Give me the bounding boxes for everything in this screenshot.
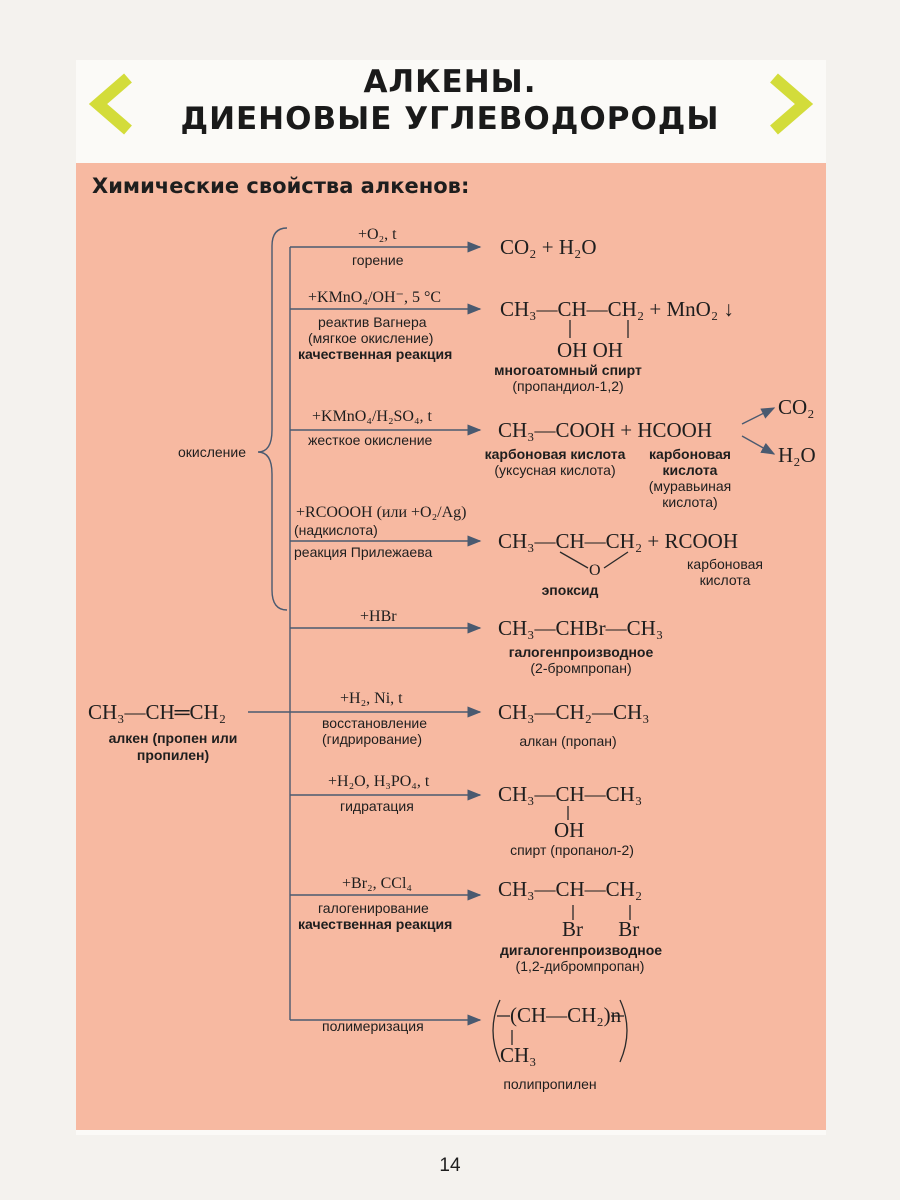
product-9-substituents: CH₃ <box>500 1043 537 1067</box>
condition-4a: (надкислота) <box>294 522 378 538</box>
reagent-7: +H₂O, H₃PO₄, t <box>328 773 430 790</box>
product-3: CH₃—COOH + HCOOH <box>498 418 713 442</box>
section-title: Химические свойства алкенов: <box>92 174 470 198</box>
reactant-name: алкен (пропен или пропилен) <box>108 730 238 763</box>
condition-8a: галогенирование <box>318 900 429 916</box>
condition-4b: реакция Прилежаева <box>294 544 433 560</box>
product-6: CH₃—CH₂—CH₃ <box>498 700 650 724</box>
product-3-name-2a: карбоновая <box>649 446 731 462</box>
page-subtitle: ДИЕНОВЫЕ УГЛЕВОДОРОДЫ <box>180 101 720 137</box>
product-7-substituents: OH <box>554 818 585 842</box>
product-3-name-2c: (муравьиная <box>648 478 732 494</box>
product-5: CH₃—CHBr—CH₃ <box>498 616 664 640</box>
product-8: CH₃—CH—CH₂ <box>498 877 643 901</box>
condition-8b: качественная реакция <box>298 916 453 932</box>
product-2-name: многоатомный спирт <box>494 362 642 378</box>
product-2-name-sub: (пропандиол-1,2) <box>512 378 624 394</box>
condition-2c: качественная реакция <box>298 346 453 362</box>
product-8-name: дигалогенпроизводное <box>500 942 663 958</box>
product-9: (CH—CH₂)n <box>510 1003 622 1027</box>
product-3-branch-co2: CO₂ <box>778 395 815 419</box>
condition-6a: восстановление <box>322 715 428 731</box>
condition-6b: (гидрирование) <box>322 731 423 747</box>
product-9-name: полипропилен <box>503 1076 597 1092</box>
reagent-5: +HBr <box>360 608 397 625</box>
reagent-3: +KMnO₄/H₂SO₄, t <box>312 408 432 425</box>
product-2: CH₃—CH—CH₂ + MnO₂ ↓ <box>500 297 734 321</box>
condition-1: горение <box>352 252 404 268</box>
product-4-name-acid-b: кислота <box>699 572 751 588</box>
product-8-substituents: Br Br <box>562 917 640 941</box>
page-number: 14 <box>439 1155 461 1176</box>
group-label-oxidation: окисление <box>178 444 247 460</box>
condition-2b: (мягкое окисление) <box>308 330 434 346</box>
product-3-name-1-sub: (уксусная кислота) <box>494 462 616 478</box>
product-1: CO₂ + H₂O <box>500 235 597 259</box>
product-3-branch-h2o: H₂O <box>778 443 816 467</box>
product-2-substituents: OH OH <box>557 338 623 362</box>
product-4-name: эпоксид <box>541 582 599 598</box>
product-4-substituents: O <box>589 562 601 579</box>
condition-9: полимеризация <box>322 1018 424 1034</box>
product-3-name-1: карбоновая кислота <box>484 446 626 462</box>
reagent-8: +Br₂, CCl₄ <box>342 875 412 892</box>
product-3-name-2b: кислота <box>662 462 718 478</box>
page-title: АЛКЕНЫ. <box>363 64 537 100</box>
product-6-name: алкан (пропан) <box>519 733 617 749</box>
condition-3: жесткое окисление <box>308 432 433 448</box>
product-4-name-acid-a: карбоновая <box>687 556 763 572</box>
reagent-4: +RCOOOH (или +O₂/Ag) <box>296 504 467 521</box>
product-5-name: галогенпроизводное <box>508 644 654 660</box>
reactant-formula: CH₃—CH═CH₂ <box>88 700 227 724</box>
product-3-name-2d: кислота) <box>662 494 718 510</box>
reagent-1: +O₂, t <box>358 226 397 243</box>
product-7: CH₃—CH—CH₃ <box>498 782 643 806</box>
product-7-name: спирт (пропанол-2) <box>510 842 634 858</box>
product-8-name-sub: (1,2-дибромпропан) <box>515 958 645 974</box>
reagent-6: +H₂, Ni, t <box>340 690 403 707</box>
reagent-2: +KMnO₄/OH⁻, 5 °C <box>308 289 442 306</box>
condition-7: гидратация <box>340 798 414 814</box>
condition-2a: реактив Вагнера <box>318 314 427 330</box>
product-4: CH₃—CH—CH₂ + RCOOH <box>498 529 739 553</box>
product-5-name-sub: (2-бромпропан) <box>530 660 632 676</box>
